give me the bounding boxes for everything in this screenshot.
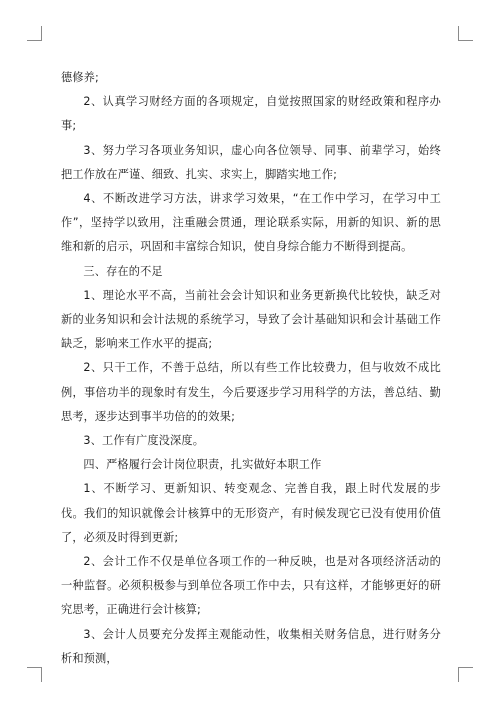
document-body (61, 66, 441, 671)
paragraph-shortcoming-2: 2、只干工作，不善于总结，所以有些工作比较费力，但与收效不成比例，事倍功半的现象时有发生，今后要逐步学习用科学的方法，善总结、勤思考，逐步达到事半功倍的的效果; (61, 361, 441, 423)
paragraph-item-2: 2、认真学习财经方面的各项规定，自觉按照国家的财经政策和程序办事; (61, 95, 441, 133)
paragraph-duty-1: 1、不断学习、更新知识、转变观念、完善自我，跟上时代发展的步伐。我们的知识就像会计核算中的无形资产，有时候发现它已没有使用价值了，必须及时得到更新; (61, 482, 441, 544)
paragraph-shortcoming-3: 3、工作有广度没深度。 (83, 434, 205, 448)
paragraph-item-4: 4、不断改进学习方法，讲求学习效果，“在工作中学习，在学习中工作”，坚持学以致用，注重融会贯通，理论联系实际，用新的知识、新的思维和新的启示，巩固和丰富综合知识，使自身综合能力不断得到提高。 (61, 192, 441, 254)
paragraph-duty-3: 3、会计人员要充分发挥主观能动性，收集相关财务信息，进行财务分析和预测， (61, 627, 441, 665)
paragraph-shortcoming-1: 1、理论水平不高，当前社会会计知识和业务更新换代比较快，缺乏对新的业务知识和会计法规的系统学习，导致了会计基础知识和会计基础工作缺乏，影响来工作水平的提高; (61, 288, 441, 351)
section-heading-duties: 四、严格履行会计岗位职责，扎实做好本职工作 (83, 458, 322, 472)
crop-mark-top-left (27, 26, 42, 41)
section-heading-shortcomings: 三、存在的不足 (83, 264, 163, 278)
crop-mark-bottom-right (458, 667, 473, 682)
paragraph-continuation: 德修养; (61, 71, 99, 84)
paragraph-item-3: 3、努力学习各项业务知识，虚心向各位领导、同事、前辈学习，始终把工作放在严谨、细致、扎实、求实上，脚踏实地工作; (61, 143, 441, 181)
crop-mark-top-right (458, 26, 473, 41)
paragraph-duty-2: 2、会计工作不仅是单位各项工作的一种反映，也是对各项经济活动的一种监督。必须积极参与到单位各项工作中去，只有这样，才能够更好的研究思考，正确进行会计核算; (61, 555, 441, 617)
crop-mark-bottom-left (27, 667, 42, 682)
